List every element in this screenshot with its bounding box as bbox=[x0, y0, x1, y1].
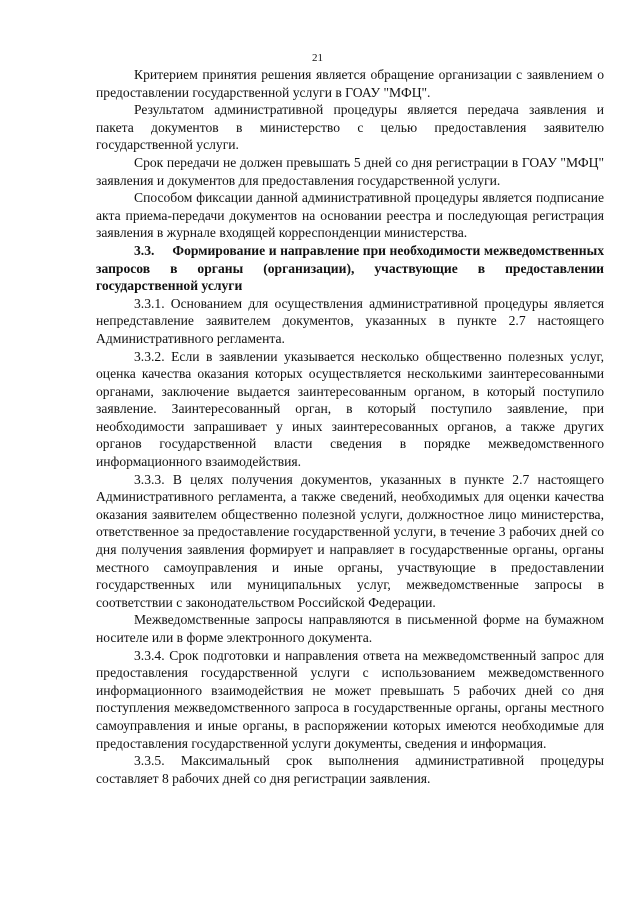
paragraph: Способом фиксации данной административной процедуры является подписание акта приема-передачи документов на основании реестра и последующая регистрация заявления в журнале входящей корреспонденции министерства. bbox=[96, 190, 604, 241]
clause-3-3-3: 3.3.3. В целях получения документов, указанных в пункте 2.7 настоящего Административного регламента, а также сведений, необходимых для оценки качества оказания заявителем общественно полезной услуги, должностное лицо министерства, ответственное за предоставление государственной услуги, в течение 3 рабочих дней со дня получения заявления формирует и направляет в государственные органы, органы местного самоуправления и иные органы, участвующие в предоставлении государственных или муниципальных услуг, межведомственные запросы в соответствии с законодательством Российской Федерации. bbox=[96, 471, 604, 610]
paragraph: Срок передачи не должен превышать 5 дней со дня регистрации в ГОАУ "МФЦ" заявления и документов для предоставления государственной услуги. bbox=[96, 154, 604, 188]
clause-3-3-5: 3.3.5. Максимальный срок выполнения административной процедуры составляет 8 рабочих дней со дня регистрации заявления. bbox=[96, 753, 604, 786]
section-title: Формирование и направление при необходимости межведомственных запросов в органы (организации), участвующие в предоставлении государственной услуги bbox=[96, 242, 604, 294]
clause-3-3-4: 3.3.4. Срок подготовки и направления ответа на межведомственный запрос для предоставления государственной услуги с использованием межведомственного информационного взаимодействия не может превышать 5 рабочих дней со дня поступления межведомственного запроса в государственные органы, органы местного самоуправления и иные органы, в распоряжении которых имеются необходимые для предоставления государственной услуги документы, сведения и информация. bbox=[96, 647, 604, 751]
paragraph: Критерием принятия решения является обращение организации с заявлением о предоставлении государственной услуги в ГОАУ "МФЦ". bbox=[96, 67, 604, 100]
paragraph: Результатом административной процедуры является передача заявления и пакета документов в министерство с целью предоставления заявителю государственной услуги. bbox=[96, 102, 604, 153]
document-body bbox=[96, 66, 604, 787]
section-number: 3.3. bbox=[134, 242, 155, 258]
clause-3-3-2: 3.3.2. Если в заявлении указывается несколько общественно полезных услуг, оценка качества оказания которых осуществляется несколькими заинтересованными органами, заключение выдается заинтересованным органом, в который поступило заявление. Заинтересованный орган, в который поступило заявление, при необходимости запрашивает у иных заинтересованных органов, а также других органов государственной власти сведения в порядке межведомственного информационного взаимодействия. bbox=[96, 348, 604, 470]
clause-3-3-1: 3.3.1. Основанием для осуществления административной процедуры является непредставление заявителем документов, указанных в пункте 2.7 настоящего Административного регламента. bbox=[96, 295, 604, 346]
section-heading bbox=[96, 242, 604, 295]
page-number: 21 bbox=[312, 52, 323, 64]
paragraph: Межведомственные запросы направляются в письменной форме на бумажном носителе или в форме электронного документа. bbox=[96, 612, 604, 645]
